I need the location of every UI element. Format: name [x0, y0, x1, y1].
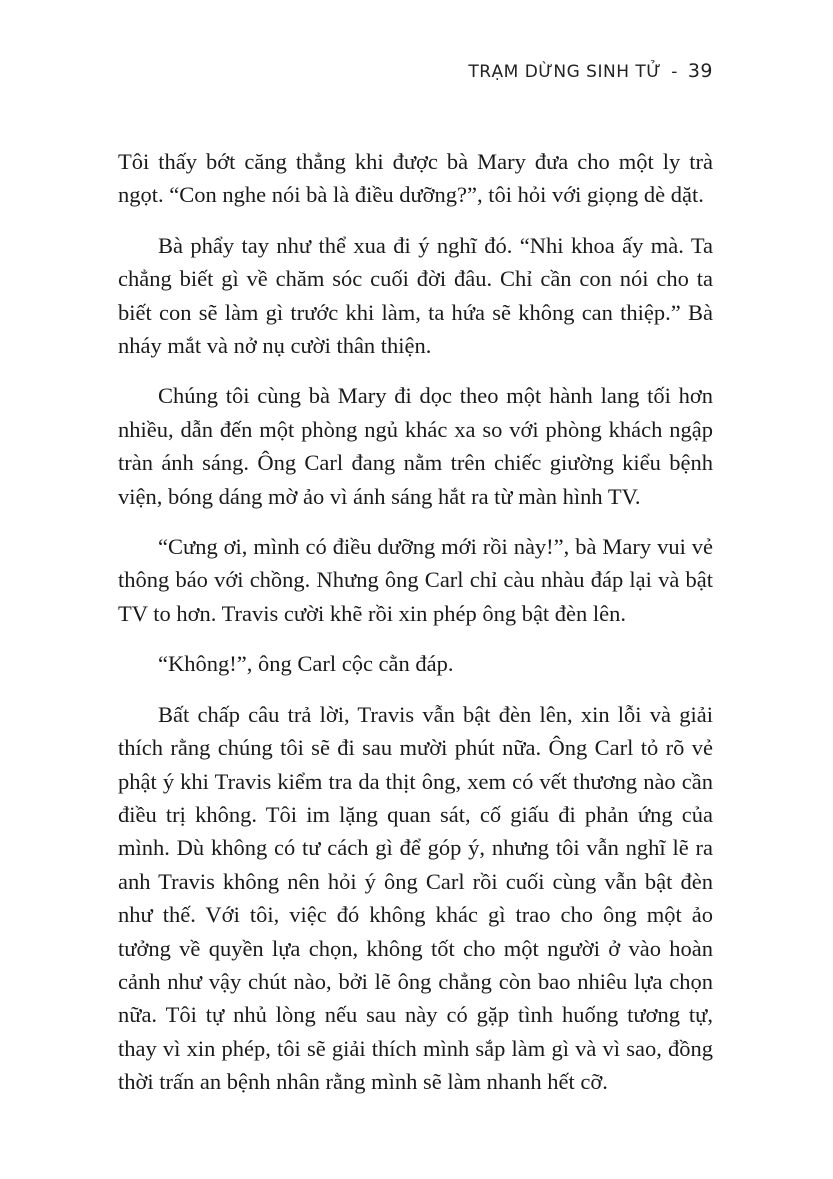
paragraph: Bà phẩy tay như thể xua đi ý nghĩ đó. “Nhi khoa ấy mà. Ta chẳng biết gì về chăm sóc cuối đời đâu. Chỉ cần con nói cho ta biết con sẽ làm gì trước khi làm, ta hứa sẽ không can thiệp.” Bà nháy mắt và nở nụ cười thân thiện. — [118, 232, 713, 359]
page-number: 39 — [687, 60, 713, 82]
running-header — [468, 60, 713, 82]
book-title: TRẠM DỪNG SINH TỬ — [468, 62, 662, 82]
paragraph: “Không!”, ông Carl cộc cằn đáp. — [158, 651, 454, 677]
header-separator: - — [671, 62, 678, 82]
body-text — [118, 145, 713, 1116]
paragraph: Tôi thấy bớt căng thẳng khi được bà Mary đưa cho một ly trà ngọt. “Con nghe nói bà là điều dưỡng?”, tôi hỏi với giọng dè dặt. — [118, 149, 713, 208]
paragraph: Bất chấp câu trả lời, Travis vẫn bật đèn lên, xin lỗi và giải thích rằng chúng tôi sẽ đi sau mười phút nữa. Ông Carl tỏ rõ vẻ phật ý khi Travis kiểm tra da thịt ông, xem có vết thương nào cần điều trị không. Tôi im lặng quan sát, cố giấu đi phản ứng của mình. Dù không có tư cách gì để góp ý, nhưng tôi vẫn nghĩ lẽ ra anh Travis không nên hỏi ý ông Carl rồi cuối cùng vẫn bật đèn như thế. Với tôi, việc đó không khác gì trao cho ông một ảo tưởng về quyền lựa chọn, không tốt cho một người ở vào hoàn cảnh như vậy chút nào, bởi lẽ ông chẳng còn bao nhiêu lựa chọn nữa. Tôi tự nhủ lòng nếu sau này có gặp tình huống tương tự, thay vì xin phép, tôi sẽ giải thích mình sắp làm gì và vì sao, đồng thời trấn an bệnh nhân rằng mình sẽ làm nhanh hết cỡ. — [118, 701, 713, 1095]
paragraph: “Cưng ơi, mình có điều dưỡng mới rồi này!”, bà Mary vui vẻ thông báo với chồng. Nhưng ông Carl chỉ càu nhàu đáp lại và bật TV to hơn. Travis cười khẽ rồi xin phép ông bật đèn lên. — [118, 534, 713, 626]
paragraph: Chúng tôi cùng bà Mary đi dọc theo một hành lang tối hơn nhiều, dẫn đến một phòng ngủ khác xa so với phòng khách ngập tràn ánh sáng. Ông Carl đang nằm trên chiếc giường kiểu bệnh viện, bóng dáng mờ ảo vì ánh sáng hắt ra từ màn hình TV. — [118, 383, 713, 509]
